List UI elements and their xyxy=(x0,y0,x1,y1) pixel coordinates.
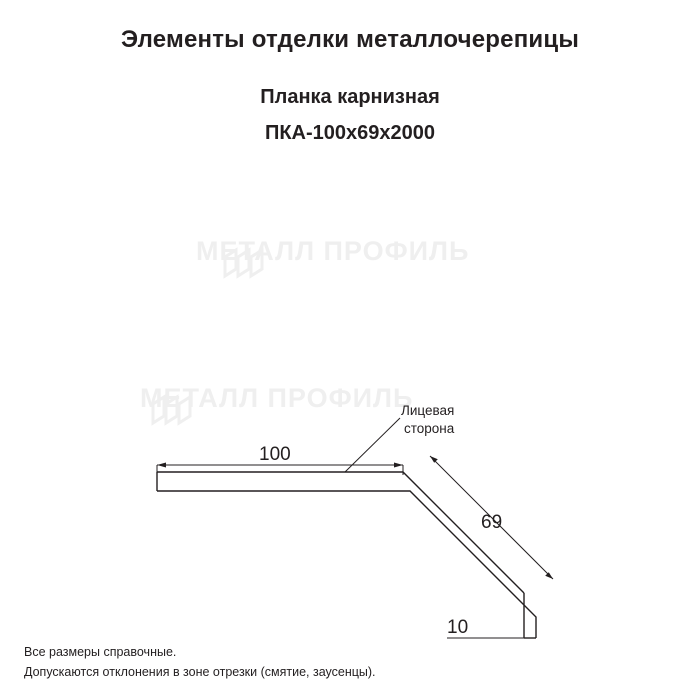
product-name: Планка карнизная xyxy=(260,85,440,108)
footnote-line-2: Допускаются отклонения в зоне отрезки (смятие, заусенцы). xyxy=(24,664,376,679)
technical-drawing xyxy=(0,175,700,638)
footnote-line-1: Все размеры справочные. xyxy=(24,645,177,660)
watermark-text-bottom: МЕТАЛЛ ПРОФИЛЬ xyxy=(140,383,414,413)
dimension-100-label: 100 xyxy=(259,444,291,465)
dimension-69-label: 69 xyxy=(481,512,503,533)
page-header xyxy=(0,0,700,145)
watermark-text-top: МЕТАЛЛ ПРОФИЛЬ xyxy=(196,236,470,266)
dimension-10-label: 10 xyxy=(447,617,469,638)
face-side-label-line1: Лицевая xyxy=(401,403,455,418)
face-side-label-line2: сторона xyxy=(404,421,455,436)
profile-outline xyxy=(157,472,536,638)
footnotes xyxy=(24,643,376,682)
face-side-leader xyxy=(345,418,400,472)
product-code: ПКА-100x69x2000 xyxy=(264,121,436,144)
page-title: Элементы отделки металлочерепицы xyxy=(120,26,580,53)
